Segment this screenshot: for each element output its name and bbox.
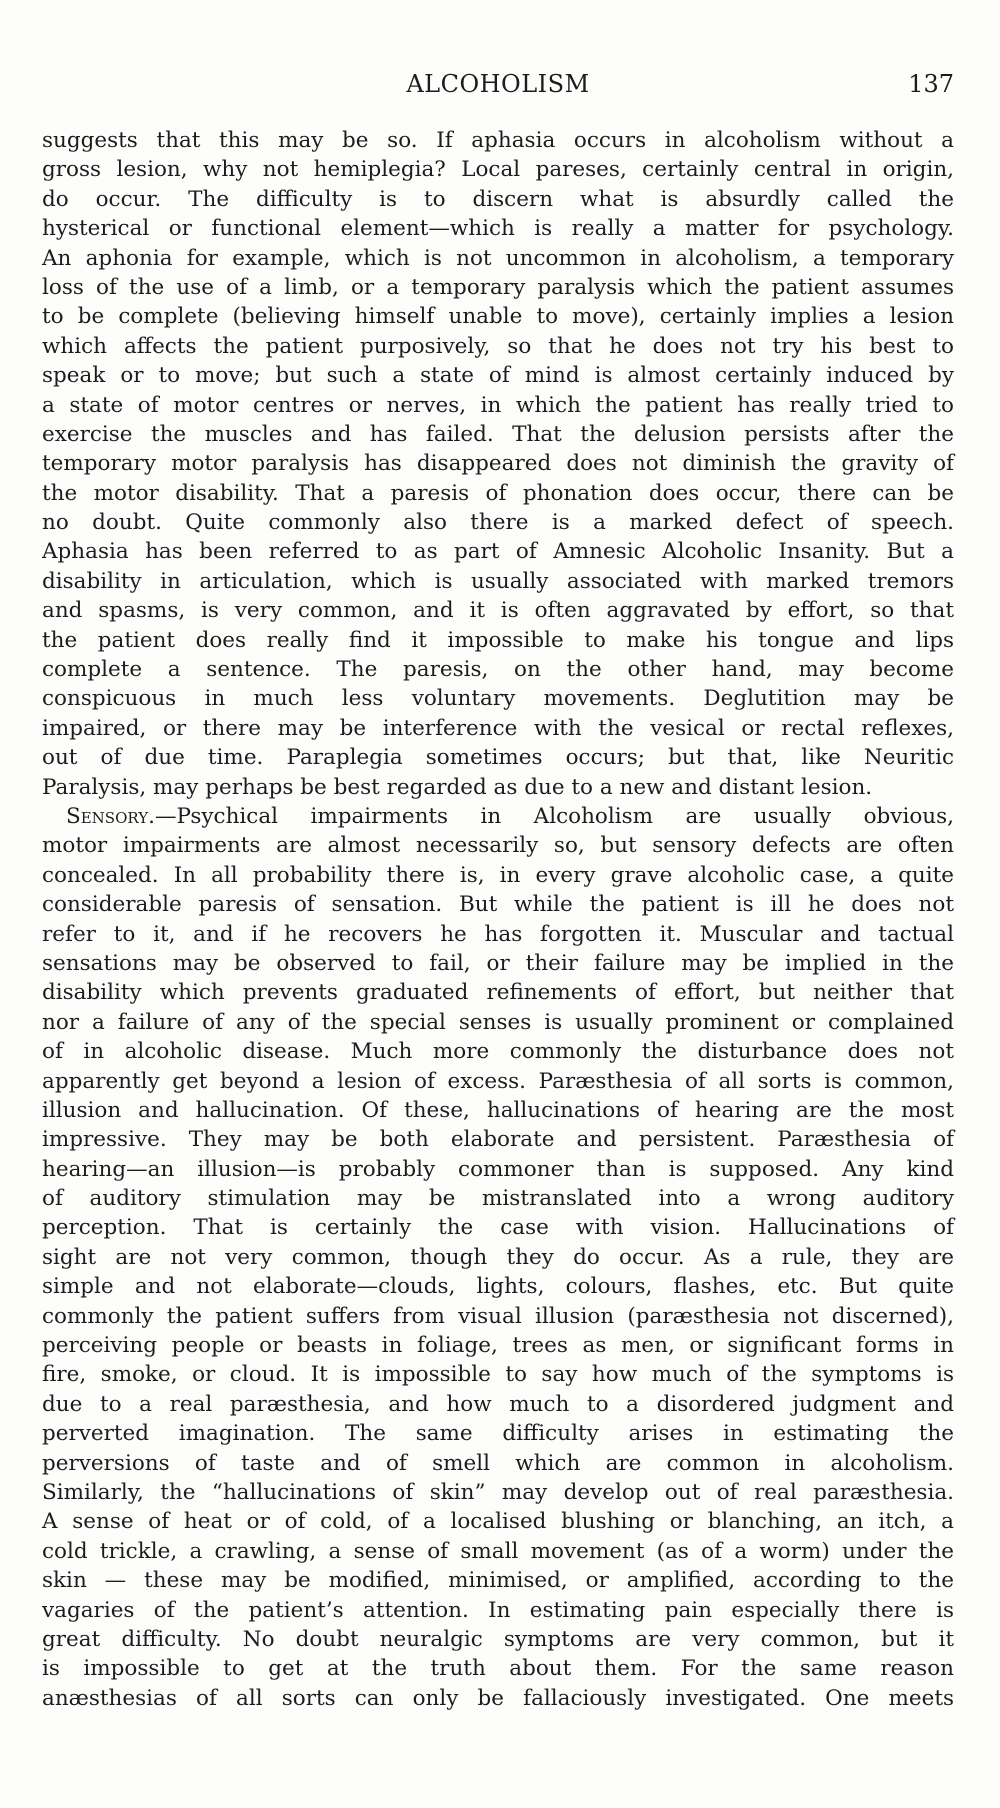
text-line: hearing—an illusion—is probably commoner than is supposed. Any kind (42, 1156, 954, 1182)
text-line: commonly the patient suffers from visual illusion (paræsthesia not discerned), (42, 1303, 954, 1329)
text-line: of in alcoholic disease. Much more commonly the disturbance does not (42, 1039, 954, 1065)
text-line: which affects the patient purposively, so that he does not try his best to (42, 333, 954, 359)
text-line: refer to it, and if he recovers he has forgotten it. Muscular and tactual (42, 921, 954, 947)
text-line: a state of motor centres or nerves, in which the patient has really tried to (42, 392, 954, 418)
text-line: considerable paresis of sensation. But while the patient is ill he does not (42, 892, 954, 918)
text-line: the motor disability. That a paresis of phonation does occur, there can be (42, 480, 954, 506)
text-line: simple and not elaborate—clouds, lights, colours, flashes, etc. But quite (42, 1274, 954, 1300)
text-line: the patient does really find it impossible to make his tongue and lips (42, 627, 954, 653)
running-head (42, 70, 954, 104)
text-line: conspicuous in much less voluntary movements. Deglutition may be (42, 686, 954, 712)
text-line: loss of the use of a limb, or a temporary paralysis which the patient assumes (42, 274, 954, 300)
running-title: ALCOHOLISM (406, 70, 590, 98)
paragraph-motor-disabilities (42, 126, 954, 802)
text-line: anæsthesias of all sorts can only be fallaciously investigated. One meets (42, 1685, 954, 1711)
text-line: great difficulty. No doubt neuralgic symptoms are very common, but it (42, 1626, 954, 1652)
text-line: exercise the muscles and has failed. That the delusion persists after the (42, 421, 954, 447)
text-line: vagaries of the patient’s attention. In estimating pain especially there is (42, 1597, 954, 1623)
body-text (42, 126, 954, 1713)
text-line: out of due time. Paraplegia sometimes occurs; but that, like Neuritic (42, 745, 954, 771)
text-line: Similarly, the “hallucinations of skin” may develop out of real paræsthesia. (42, 1479, 954, 1505)
text-line (42, 802, 954, 831)
text-line: do occur. The difficulty is to discern what is absurdly called the (42, 186, 954, 212)
text-line: impaired, or there may be interference with the vesical or rectal reflexes, (42, 715, 954, 741)
text-line: Paralysis, may perhaps be best regarded as due to a new and distant lesion. (42, 774, 873, 800)
text-line: perception. That is certainly the case with vision. Hallucinations of (42, 1215, 954, 1241)
text-line: concealed. In all probability there is, in every grave alcoholic case, a quite (42, 862, 954, 888)
page-number: 137 (908, 70, 954, 98)
text-line: An aphonia for example, which is not uncommon in alcoholism, a temporary (42, 245, 954, 271)
text-line: cold trickle, a crawling, a sense of small movement (as of a worm) under the (42, 1538, 954, 1564)
text-line: to be complete (believing himself unable to move), certainly implies a lesion (42, 304, 954, 330)
text-line: illusion and hallucination. Of these, hallucinations of hearing are the most (42, 1097, 954, 1123)
text-line: complete a sentence. The paresis, on the other hand, may become (42, 657, 954, 683)
text-line: Aphasia has been referred to as part of Amnesic Alcoholic Insanity. But a (42, 539, 954, 565)
paragraph-sensory (42, 802, 954, 1713)
text-line: perverted imagination. The same difficulty arises in estimating the (42, 1421, 954, 1447)
text-line: apparently get beyond a lesion of excess. Paræsthesia of all sorts is common, (42, 1068, 954, 1094)
text-line: speak or to move; but such a state of mind is almost certainly induced by (42, 363, 954, 389)
text-run: —Psychical impairments in Alcoholism are usually obvious, (154, 803, 954, 829)
text-line: motor impairments are almost necessarily so, but sensory defects are often (42, 833, 954, 859)
text-line: perceiving people or beasts in foliage, trees as men, or significant forms in (42, 1333, 954, 1359)
text-line: impressive. They may be both elaborate and persistent. Paræsthesia of (42, 1127, 954, 1153)
text-line: of auditory stimulation may be mistranslated into a wrong auditory (42, 1186, 954, 1212)
text-line: due to a real paræsthesia, and how much to a disordered judgment and (42, 1391, 954, 1417)
text-line: sight are not very common, though they do occur. As a rule, they are (42, 1244, 954, 1270)
text-line: sensations may be observed to fail, or their failure may be implied in the (42, 950, 954, 976)
text-line: nor a failure of any of the special senses is usually prominent or complained (42, 1009, 954, 1035)
text-line: temporary motor paralysis has disappeared does not diminish the gravity of (42, 451, 954, 477)
text-line: gross lesion, why not hemiplegia? Local pareses, certainly central in origin, (42, 157, 954, 183)
text-line: suggests that this may be so. If aphasia occurs in alcoholism without a (42, 128, 954, 153)
text-line: hysterical or functional element—which is really a matter for psychology. (42, 216, 954, 242)
text-line: perversions of taste and of smell which are common in alcoholism. (42, 1450, 954, 1476)
text-line: skin — these may be modified, minimised, or amplified, according to the (42, 1568, 954, 1594)
section-heading: Sensory. (66, 803, 155, 829)
text-line: A sense of heat or of cold, of a localised blushing or blanching, an itch, a (42, 1509, 954, 1535)
text-line: fire, smoke, or cloud. It is impossible to say how much of the symptoms is (42, 1362, 954, 1388)
text-line: and spasms, is very common, and it is often aggravated by effort, so that (42, 598, 954, 624)
text-line: disability in articulation, which is usually associated with marked tremors (42, 568, 954, 594)
text-line: disability which prevents graduated refinements of effort, but neither that (42, 980, 954, 1006)
text-line: no doubt. Quite commonly also there is a marked defect of speech. (42, 510, 954, 536)
text-line: is impossible to get at the truth about them. For the same reason (42, 1656, 954, 1682)
